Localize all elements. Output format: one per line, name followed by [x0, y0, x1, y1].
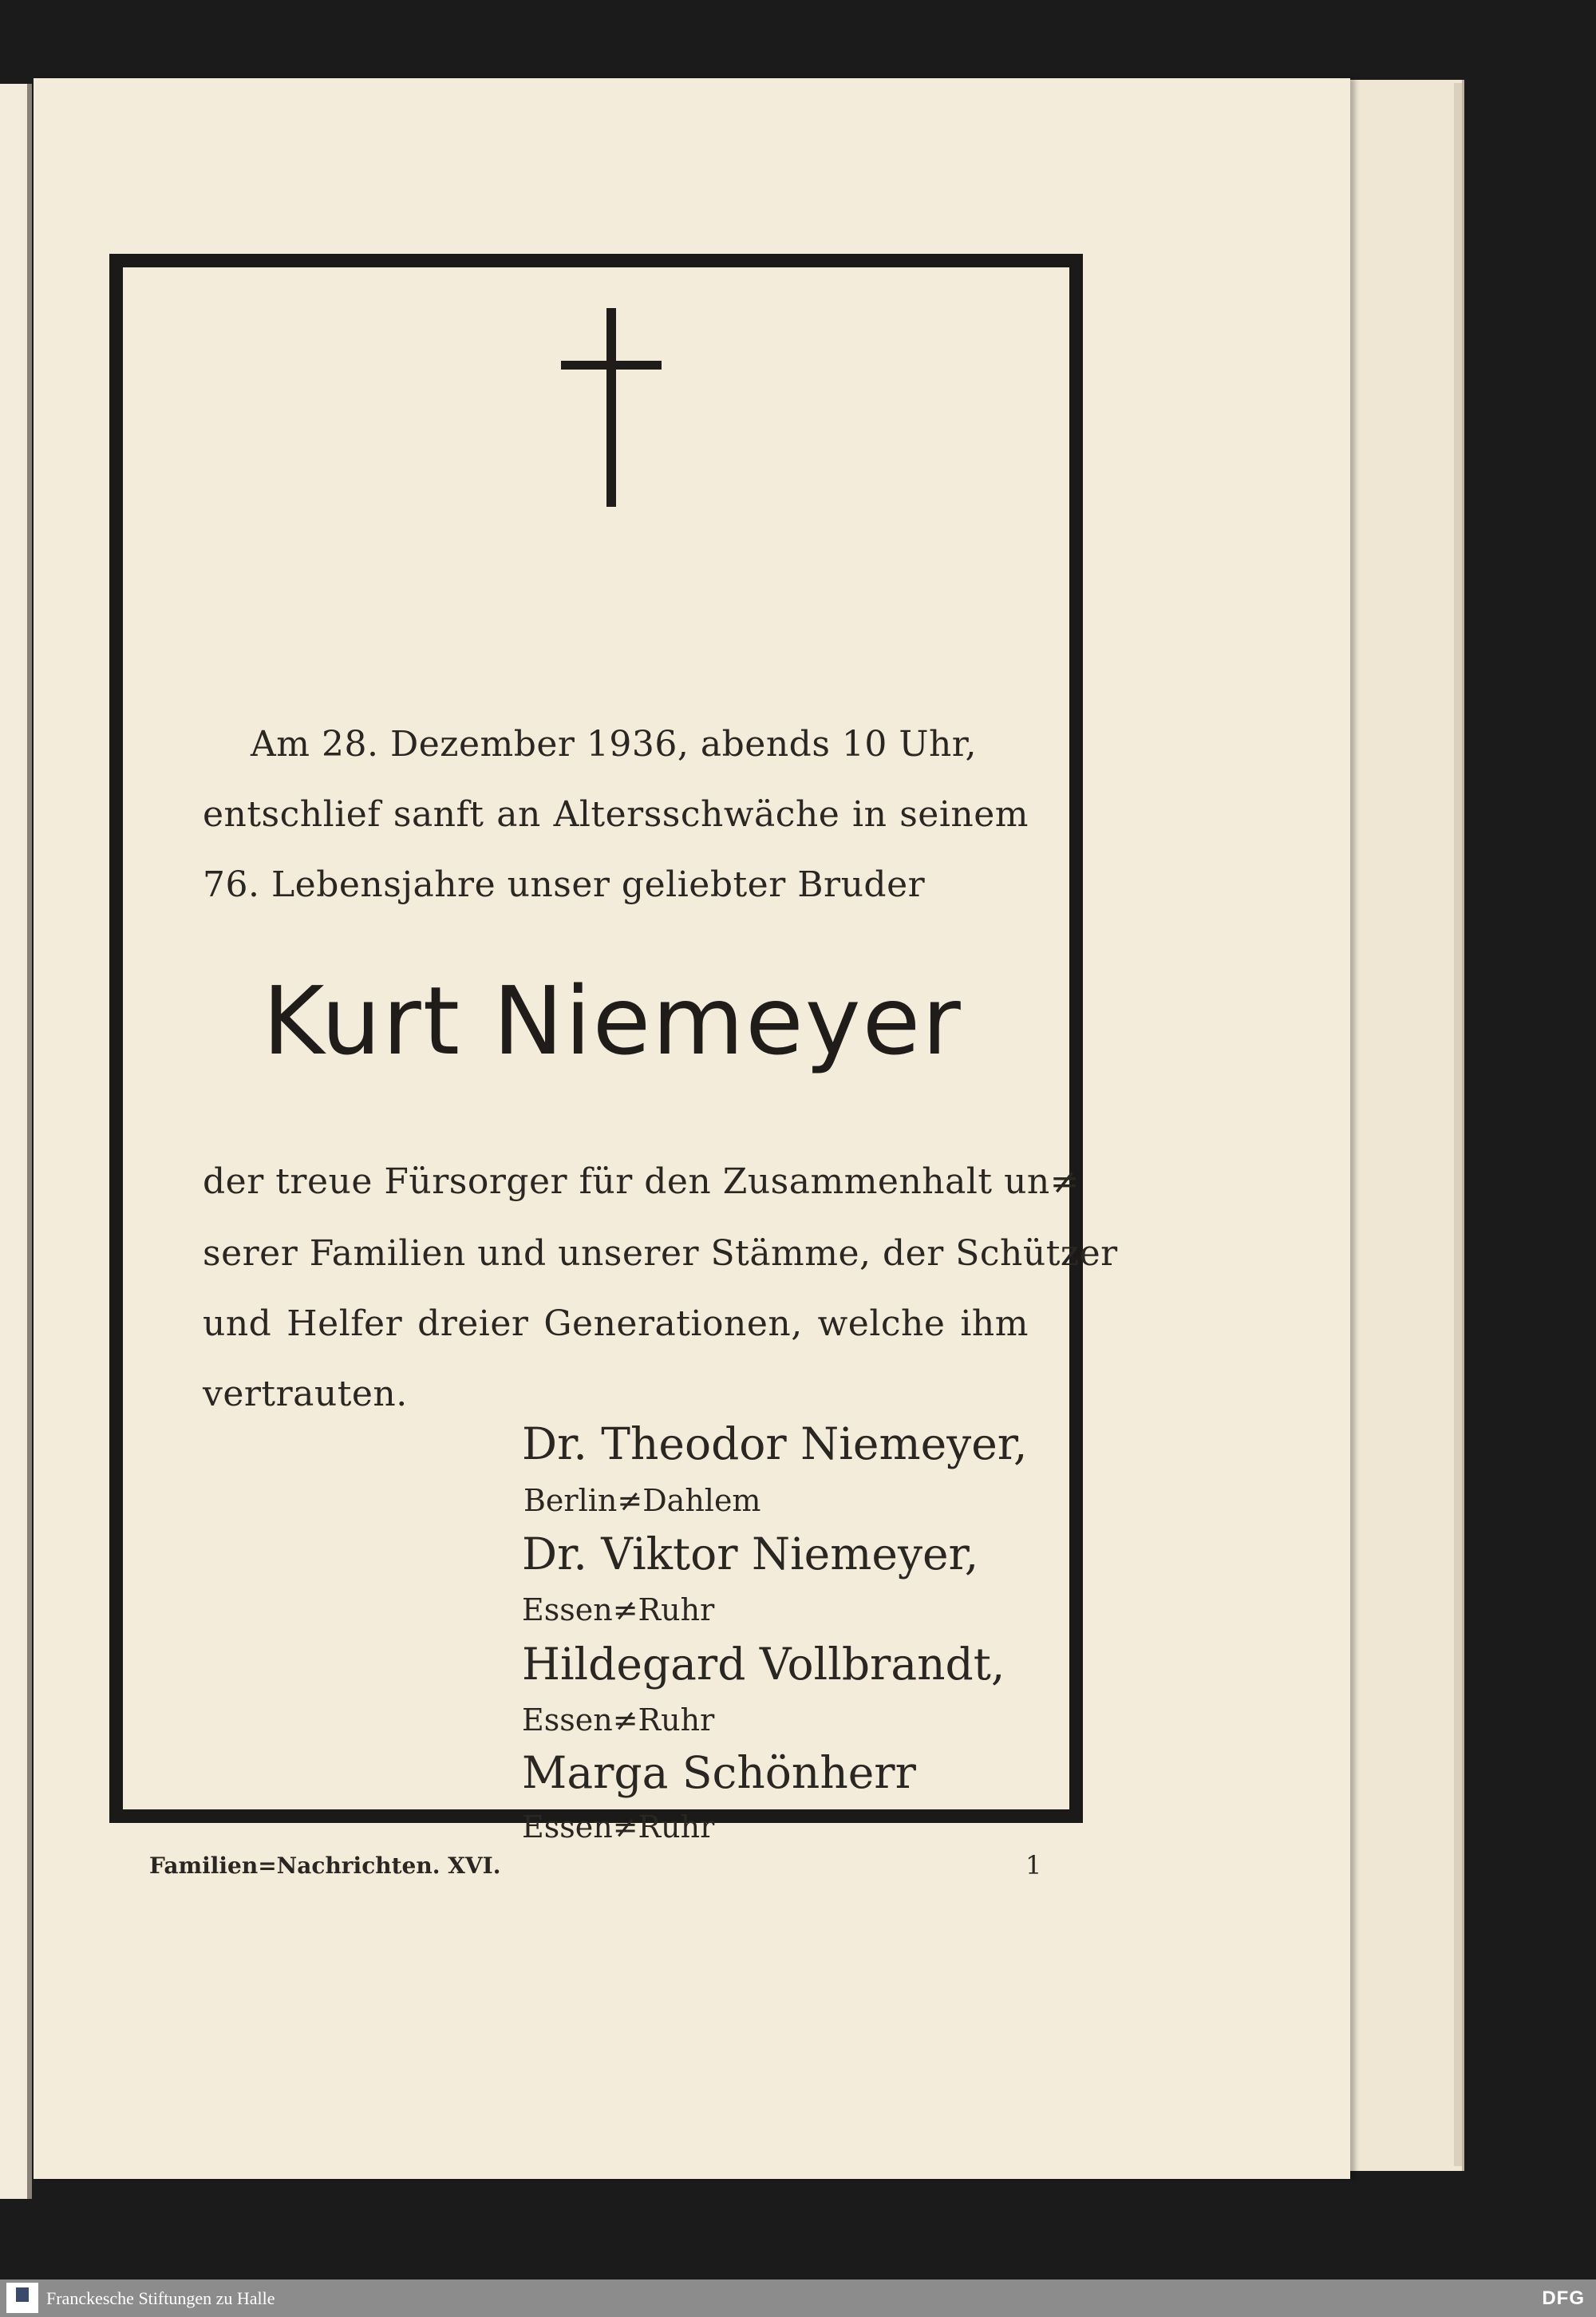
signatory-place-1: Berlin≠Dahlem — [523, 1483, 761, 1518]
tribute-line-3: und Helfer dreier Generationen, welche ihm — [203, 1303, 1029, 1344]
institution-logo-mark — [16, 2287, 29, 2302]
underlying-page-edge — [1454, 83, 1462, 2166]
intro-line-1: Am 28. Dezember 1936, abends 10 Uhr, — [251, 724, 977, 765]
document-page — [34, 78, 1350, 2179]
signatory-place-4: Essen≠Ruhr — [522, 1809, 715, 1845]
page-number: 1 — [1025, 1850, 1042, 1880]
footer-series: Familien=Nachrichten. XVI. — [149, 1852, 501, 1879]
signatory-name-4: Marga Schönherr — [522, 1747, 916, 1798]
tribute-line-4: vertrauten. — [203, 1374, 408, 1414]
dfg-logo[interactable]: DFG — [1542, 2287, 1585, 2309]
underlying-pages — [1349, 80, 1464, 2171]
institution-logo-icon — [6, 2283, 38, 2313]
repository-banner — [0, 2279, 1596, 2317]
latin-cross-icon — [123, 267, 1069, 507]
mourning-border — [109, 254, 1118, 1845]
signatory-place-2: Essen≠Ruhr — [522, 1592, 715, 1627]
signatory-name-1: Dr. Theodor Niemeyer, — [522, 1418, 1028, 1469]
signatory-name-3: Hildegard Vollbrandt, — [522, 1639, 1005, 1690]
page-gutter-shadow — [27, 84, 32, 2199]
institution-name[interactable]: Franckesche Stiftungen zu Halle — [46, 2288, 275, 2308]
deceased-name: Kurt Niemeyer — [263, 966, 962, 1076]
intro-line-2: entschlief sanft an Altersschwäche in seinem — [203, 794, 1029, 835]
intro-line-3: 76. Lebensjahre unser geliebter Bruder — [203, 864, 926, 905]
tribute-line-1: der treue Fürsorger für den Zusammenhalt un≠ — [203, 1161, 1080, 1202]
previous-page-edge — [0, 84, 30, 2199]
signatory-place-3: Essen≠Ruhr — [522, 1702, 715, 1738]
tribute-line-2: serer Familien und unserer Stämme, der Schützer — [203, 1233, 1118, 1274]
signatory-name-2: Dr. Viktor Niemeyer, — [522, 1528, 979, 1580]
